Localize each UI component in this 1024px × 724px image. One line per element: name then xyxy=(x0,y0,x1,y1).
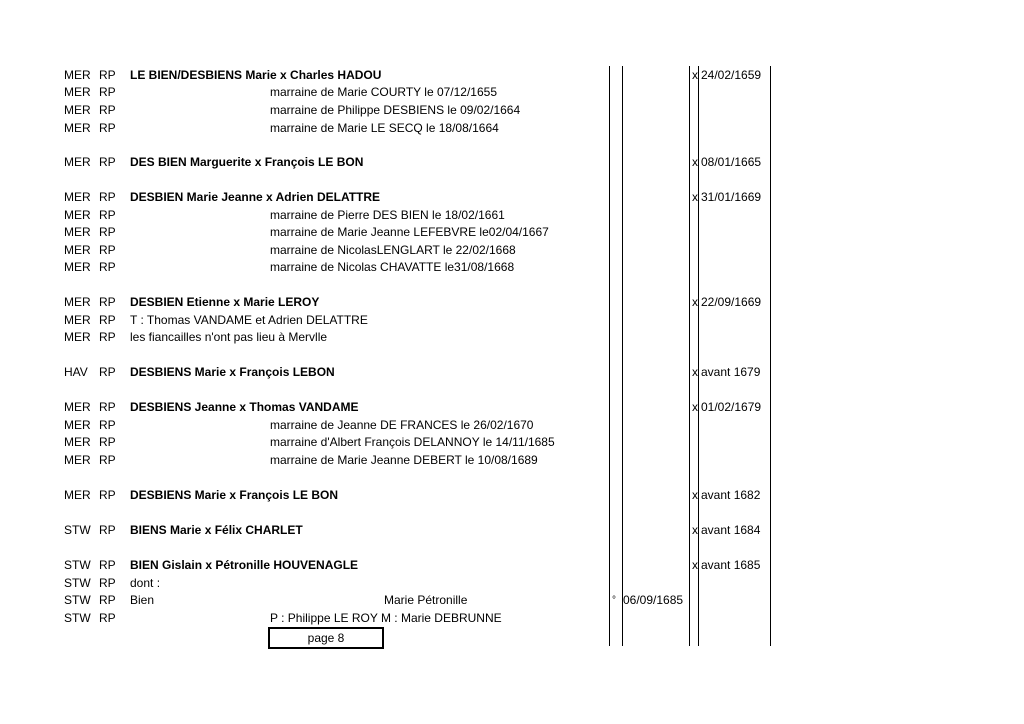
place-code: MER xyxy=(64,243,91,257)
godparents-entry: P : Philippe LE ROY M : Marie DEBRUNNE xyxy=(270,611,502,625)
marriage-date: 24/02/1659 xyxy=(701,68,762,82)
source-code: RP xyxy=(99,85,116,99)
marriage-date: avant 1679 xyxy=(701,365,761,379)
place-code: HAV xyxy=(64,365,88,379)
record-row xyxy=(0,329,1024,346)
source-code: RP xyxy=(99,225,116,239)
child-surname: Bien xyxy=(130,593,155,607)
source-code: RP xyxy=(99,68,116,82)
source-code: RP xyxy=(99,400,116,414)
page-number: page 8 xyxy=(268,627,384,649)
place-code: MER xyxy=(64,103,91,117)
source-code: RP xyxy=(99,190,116,204)
witness-note: T : Thomas VANDAME et Adrien DELATTRE xyxy=(130,313,368,327)
source-code: RP xyxy=(99,295,116,309)
record-row xyxy=(0,417,1024,434)
source-code: RP xyxy=(99,260,116,274)
source-code: RP xyxy=(99,435,116,449)
record-row xyxy=(0,557,1024,574)
source-code: RP xyxy=(99,488,116,502)
place-code: MER xyxy=(64,155,91,169)
godmother-entry: marraine de Marie Jeanne DEBERT le 10/08/1689 xyxy=(270,453,538,467)
godmother-entry: marraine de Marie Jeanne LEFEBVRE le02/04/1667 xyxy=(270,225,549,239)
source-code: RP xyxy=(99,243,116,257)
marriage-date: 31/01/1669 xyxy=(701,190,762,204)
godmother-entry: marraine de Philippe DESBIENS le 09/02/1664 xyxy=(270,103,521,117)
child-given-name: Marie Pétronille xyxy=(384,593,468,607)
place-code: MER xyxy=(64,208,91,222)
place-code: MER xyxy=(64,190,91,204)
marriage-marker: x xyxy=(692,68,698,82)
marriage-date: 01/02/1679 xyxy=(701,400,762,414)
record-row xyxy=(0,610,1024,627)
record-row xyxy=(0,312,1024,329)
marriage-date: avant 1682 xyxy=(701,488,761,502)
marriage-marker: x xyxy=(692,295,698,309)
source-code: RP xyxy=(99,576,116,590)
note-text: les fiancailles n'ont pas lieu à Mervlle xyxy=(130,330,328,344)
marriage-date: avant 1685 xyxy=(701,558,761,572)
place-code: STW xyxy=(64,611,91,625)
place-code: MER xyxy=(64,418,91,432)
marriage-marker: x xyxy=(692,523,698,537)
marriage-marker: x xyxy=(692,488,698,502)
source-code: RP xyxy=(99,208,116,222)
record-row xyxy=(0,434,1024,451)
record-row xyxy=(0,207,1024,224)
record-row xyxy=(0,102,1024,119)
source-code: RP xyxy=(99,611,116,625)
source-code: RP xyxy=(99,418,116,432)
place-code: MER xyxy=(64,488,91,502)
baptism-marker: ° xyxy=(612,595,616,606)
source-code: RP xyxy=(99,121,116,135)
source-code: RP xyxy=(99,103,116,117)
godmother-entry: marraine de NicolasLENGLART le 22/02/1668 xyxy=(270,243,516,257)
source-code: RP xyxy=(99,558,116,572)
baptism-date: 06/09/1685 xyxy=(623,593,684,607)
marriage-entry: DESBIENS Jeanne x Thomas VANDAME xyxy=(130,400,359,414)
source-code: RP xyxy=(99,453,116,467)
place-code: MER xyxy=(64,313,91,327)
marriage-date: 22/09/1669 xyxy=(701,295,762,309)
marriage-date: 08/01/1665 xyxy=(701,155,762,169)
source-code: RP xyxy=(99,330,116,344)
record-row xyxy=(0,399,1024,416)
record-row xyxy=(0,259,1024,276)
record-row xyxy=(0,224,1024,241)
record-row xyxy=(0,189,1024,206)
place-code: MER xyxy=(64,121,91,135)
record-row xyxy=(0,120,1024,137)
marriage-entry: BIEN Gislain x Pétronille HOUVENAGLE xyxy=(130,558,359,572)
place-code: MER xyxy=(64,260,91,274)
place-code: MER xyxy=(64,330,91,344)
place-code: MER xyxy=(64,225,91,239)
place-code: MER xyxy=(64,453,91,467)
place-code: MER xyxy=(64,295,91,309)
place-code: STW xyxy=(64,523,91,537)
marriage-marker: x xyxy=(692,400,698,414)
marriage-marker: x xyxy=(692,155,698,169)
godmother-entry: marraine d'Albert François DELANNOY le 14/11/1685 xyxy=(270,435,555,449)
place-code: MER xyxy=(64,68,91,82)
marriage-entry: DESBIENS Marie x François LEBON xyxy=(130,365,335,379)
godmother-entry: marraine de Marie LE SECQ le 18/08/1664 xyxy=(270,121,499,135)
record-row xyxy=(0,294,1024,311)
record-row xyxy=(0,575,1024,592)
record-row xyxy=(0,67,1024,84)
source-code: RP xyxy=(99,365,116,379)
record-row xyxy=(0,522,1024,539)
record-row xyxy=(0,452,1024,469)
source-code: RP xyxy=(99,523,116,537)
godmother-entry: marraine de Pierre DES BIEN le 18/02/1661 xyxy=(270,208,505,222)
source-code: RP xyxy=(99,155,116,169)
record-row xyxy=(0,242,1024,259)
marriage-entry: BIENS Marie x Félix CHARLET xyxy=(130,523,303,537)
marriage-entry: LE BIEN/DESBIENS Marie x Charles HADOU xyxy=(130,68,382,82)
source-code: RP xyxy=(99,593,116,607)
marriage-entry: DES BIEN Marguerite x François LE BON xyxy=(130,155,364,169)
marriage-marker: x xyxy=(692,190,698,204)
place-code: MER xyxy=(64,400,91,414)
marriage-entry: DESBIEN Etienne x Marie LEROY xyxy=(130,295,320,309)
source-code: RP xyxy=(99,313,116,327)
place-code: MER xyxy=(64,85,91,99)
marriage-marker: x xyxy=(692,558,698,572)
record-row xyxy=(0,154,1024,171)
godmother-entry: marraine de Jeanne DE FRANCES le 26/02/1670 xyxy=(270,418,534,432)
record-row xyxy=(0,364,1024,381)
record-row xyxy=(0,592,1024,609)
place-code: STW xyxy=(64,593,91,607)
place-code: MER xyxy=(64,435,91,449)
godmother-entry: marraine de Nicolas CHAVATTE le31/08/1668 xyxy=(270,260,515,274)
marriage-date: avant 1684 xyxy=(701,523,761,537)
marriage-entry: DESBIEN Marie Jeanne x Adrien DELATTRE xyxy=(130,190,381,204)
record-row xyxy=(0,487,1024,504)
note-text: dont : xyxy=(130,576,161,590)
godmother-entry: marraine de Marie COURTY le 07/12/1655 xyxy=(270,85,498,99)
place-code: STW xyxy=(64,576,91,590)
place-code: STW xyxy=(64,558,91,572)
marriage-marker: x xyxy=(692,365,698,379)
marriage-entry: DESBIENS Marie x François LE BON xyxy=(130,488,339,502)
record-row xyxy=(0,84,1024,101)
